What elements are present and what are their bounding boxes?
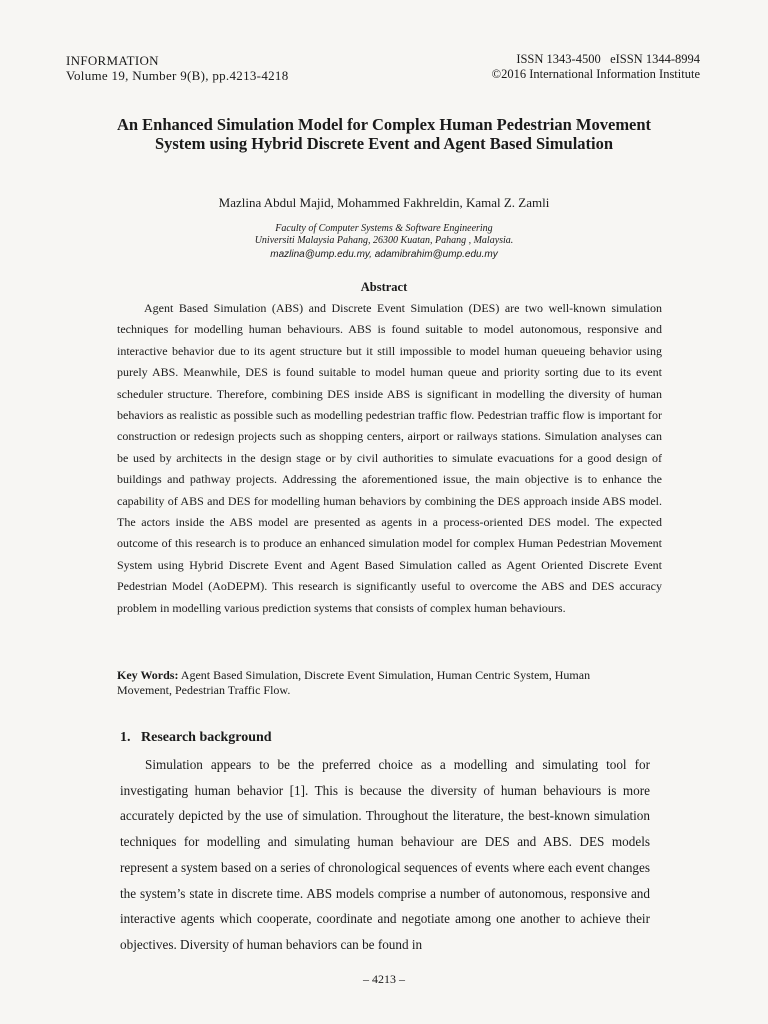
issn-header: [492, 52, 700, 82]
university: Universiti Malaysia Pahang, 26300 Kuatan, Pahang , Malaysia.: [254, 235, 514, 246]
keywords-text: Agent Based Simulation, Discrete Event Simulation, Human Centric System, Human Movement, Pedestrian Traffic Flow.: [117, 668, 591, 697]
issn: ISSN 1343-4500 eISSN 1344-8994: [516, 52, 700, 66]
faculty: Faculty of Computer Systems & Software Engineering: [275, 223, 493, 234]
journal-volume: Volume 19, Number 9(B), pp.4213-4218: [66, 68, 289, 83]
abstract-text: Agent Based Simulation (ABS) and Discrete Event Simulation (DES) are two well-known simulation techniques for modelling human behaviours. ABS is found suitable to model autonomous, responsive and interactive behavior due to its agent structure but it still impossible to model human queueing behavior using purely ABS. Meanwhile, DES is found suitable to model human queue and priority sorting due to its event scheduler structure. Therefore, combining DES inside ABS is significant in modelling the diversity of human behaviors as realistic as possible such as modelling pedestrian traffic flow. Pedestrian traffic flow is important for construction or redesign projects such as shopping centers, airport or railways stations. Simulation analyses can be used by architects in the design stage or by civil authorities to simulate evacuations for a good design of buildings and pathway projects. Addressing the aforementioned issue, the main objective is to enhance the capability of ABS and DES for modelling human behaviors by combining the DES approach inside ABS model. The actors inside the ABS model are presented as agents in a process-oriented DES model. The expected outcome of this research is to produce an enhanced simulation model for complex Human Pedestrian Movement System using Hybrid Discrete Event and Agent Based Simulation called as Agent Oriented Discrete Event Pedestrian Model (AoDEPM). This research is significantly useful to overcome the ABS and DES accuracy problem in modelling various prediction systems that consists of complex human behaviours.: [117, 301, 662, 615]
journal-header: [66, 53, 289, 83]
abstract-heading: Abstract: [360, 280, 408, 294]
section-heading: 1. Research background: [120, 730, 272, 745]
page-number: – 4213 –: [363, 972, 405, 986]
author-list: Mazlina Abdul Majid, Mohammed Fakhreldin, Kamal Z. Zamli: [218, 195, 550, 210]
keywords: [117, 668, 637, 698]
paper-title: An Enhanced Simulation Model for Complex Human Pedestrian Movement System using Hybrid Discrete Event and Agent Based Simulation: [116, 115, 652, 153]
copyright: ©2016 International Information Institute: [491, 67, 700, 81]
journal-name: INFORMATION: [66, 53, 159, 68]
keywords-label: Key Words:: [117, 668, 179, 682]
section-text: Simulation appears to be the preferred choice as a modelling and simulating tool for investigating human behavior [1]. This is because the diversity of human behaviours is more accurately depicted by the use of simulation. Throughout the literature, the best-known simulation techniques for modelling and simulating human behaviour are DES and ABS. DES models represent a system based on a series of chronological sequences of events where each event changes the system’s state in discrete time. ABS models comprise a number of autonomous, responsive and interactive agents which cooperate, coordinate and negotiate among one another to achieve their objectives. Diversity of human behaviors can be found in: [120, 757, 650, 952]
author-emails: mazlina@ump.edu.my, adamibrahim@ump.edu.my: [270, 249, 498, 260]
affiliation: [100, 223, 668, 247]
